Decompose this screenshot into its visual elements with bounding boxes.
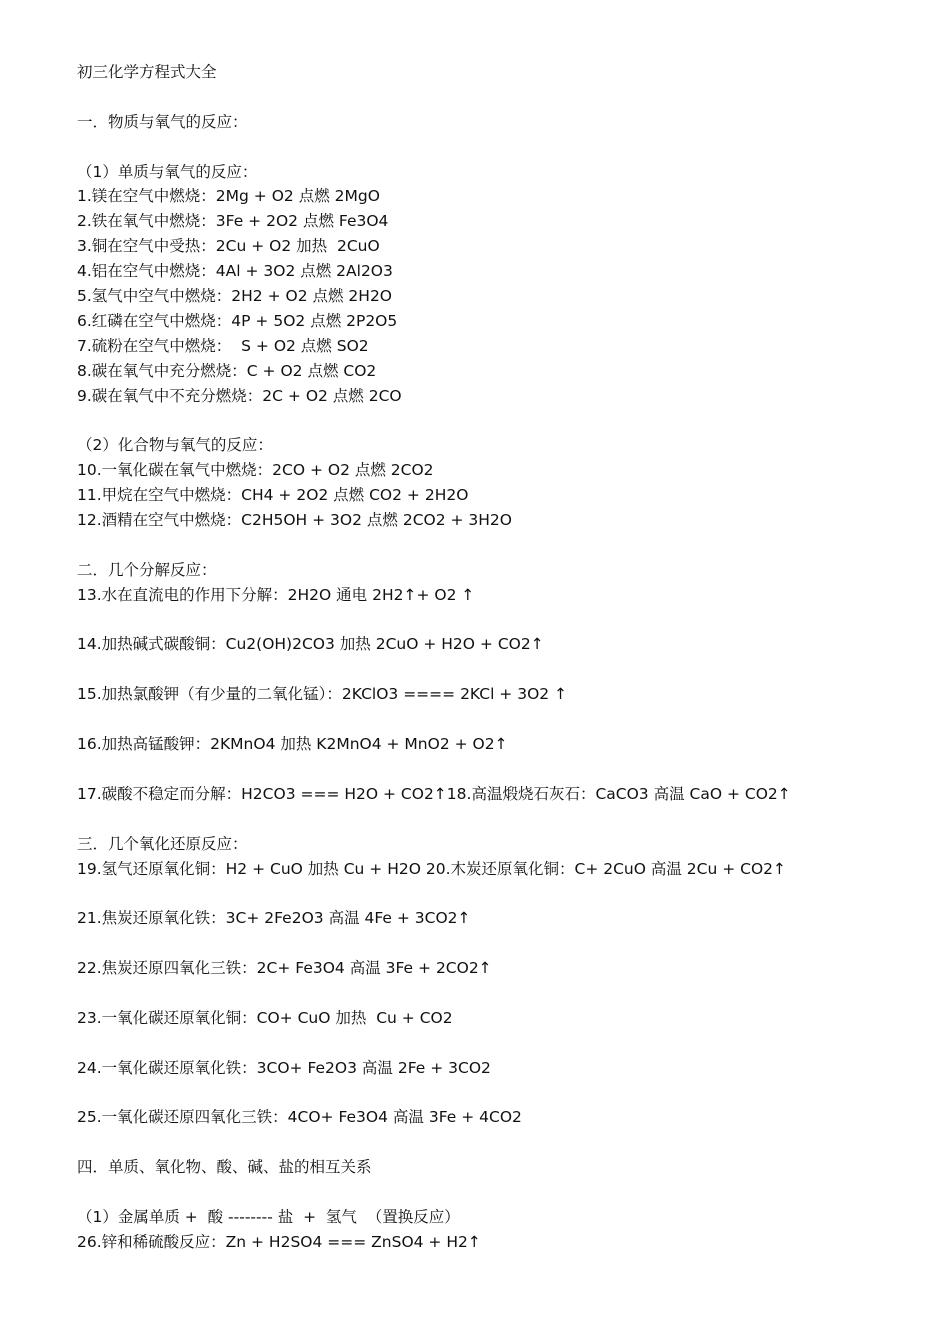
blank-line [77,1031,917,1056]
equation-line: 26.锌和稀硫酸反应：Zn + H2SO4 === ZnSO4 + H2↑ [77,1232,481,1251]
blank-line [77,981,917,1006]
section-heading: 三．几个氧化还原反应： [77,834,248,853]
blank-line [77,931,917,956]
section-heading: 四．单质、氧化物、酸、碱、盐的相互关系 [77,1158,372,1177]
section-heading: 二．几个分解反应： [77,560,217,579]
equation-line: 11.甲烷在空气中燃烧：CH4 + 2O2 点燃 CO2 + 2H2O [77,486,469,505]
subsection-heading: （2）化合物与氧气的反应： [77,436,273,455]
subsection-heading: （1）金属单质 + 酸 -------- 盐 + 氢气 （置换反应） [77,1207,460,1226]
blank-line [77,757,917,782]
equation-line: 3.铜在空气中受热：2Cu + O2 加热 2CuO [77,237,380,256]
equation-line: 13.水在直流电的作用下分解：2H2O 通电 2H2↑+ O2 ↑ [77,585,475,604]
equation-line: 9.碳在氧气中不充分燃烧：2C + O2 点燃 2CO [77,386,402,405]
equation-line: 2.铁在氧气中燃烧：3Fe + 2O2 点燃 Fe3O4 [77,212,389,231]
equation-line: 23.一氧化碳还原氧化铜：CO+ CuO 加热 Cu + CO2 [77,1008,453,1027]
equation-line: 8.碳在氧气中充分燃烧：C + O2 点燃 CO2 [77,361,377,380]
blank-line [77,1180,917,1205]
equation-line: 4.铝在空气中燃烧：4Al + 3O2 点燃 2Al2O3 [77,262,393,281]
equation-line: 24.一氧化碳还原氧化铁：3CO+ Fe2O3 高温 2Fe + 3CO2 [77,1058,491,1077]
equation-line: 12.酒精在空气中燃烧：C2H5OH + 3O2 点燃 2CO2 + 3H2O [77,511,512,530]
equation-line: 6.红磷在空气中燃烧：4P + 5O2 点燃 2P2O5 [77,311,398,330]
equation-line: 5.氢气中空气中燃烧：2H2 + O2 点燃 2H2O [77,287,393,306]
equation-line: 10.一氧化碳在氧气中燃烧：2CO + O2 点燃 2CO2 [77,461,434,480]
blank-line [77,807,917,832]
equation-line: 22.焦炭还原四氧化三铁：2C+ Fe3O4 高温 3Fe + 2CO2↑ [77,959,492,978]
blank-line [77,533,917,558]
equation-line: 16.加热高锰酸钾：2KMnO4 加热 K2MnO4 + MnO2 + O2↑ [77,735,508,754]
equation-line: 21.焦炭还原氧化铁：3C+ 2Fe2O3 高温 4Fe + 3CO2↑ [77,909,471,928]
document-body [77,60,917,1255]
blank-line [77,1081,917,1106]
subsection-heading: （1）单质与氧气的反应： [77,162,258,181]
equation-line: 15.加热氯酸钾（有少量的二氧化锰）：2KClO3 ==== 2KCl + 3O2 ↑ [77,685,568,704]
blank-line [77,408,917,433]
blank-line [77,1130,917,1155]
blank-line [77,657,917,682]
blank-line [77,707,917,732]
equation-line: 19.氢气还原氧化铜：H2 + CuO 加热 Cu + H2O 20.木炭还原氧化铜：C+ 2CuO 高温 2Cu + CO2↑ [77,859,787,878]
equation-line: 25.一氧化碳还原四氧化三铁：4CO+ Fe3O4 高温 3Fe + 4CO2 [77,1108,522,1127]
equation-line: 7.硫粉在空气中燃烧： S + O2 点燃 SO2 [77,336,369,355]
blank-line [77,608,917,633]
equation-line: 14.加热碱式碳酸铜：Cu2(OH)2CO3 加热 2CuO + H2O + CO2↑ [77,635,544,654]
blank-line [77,135,917,160]
document-title: 初三化学方程式大全 [77,63,217,81]
equation-line: 1.镁在空气中燃烧：2Mg + O2 点燃 2MgO [77,187,380,206]
blank-line [77,85,917,110]
blank-line [77,881,917,906]
section-heading: 一．物质与氧气的反应： [77,112,248,131]
equation-line: 17.碳酸不稳定而分解：H2CO3 === H2O + CO2↑18.高温煅烧石灰石：CaCO3 高温 CaO + CO2↑ [77,784,791,803]
